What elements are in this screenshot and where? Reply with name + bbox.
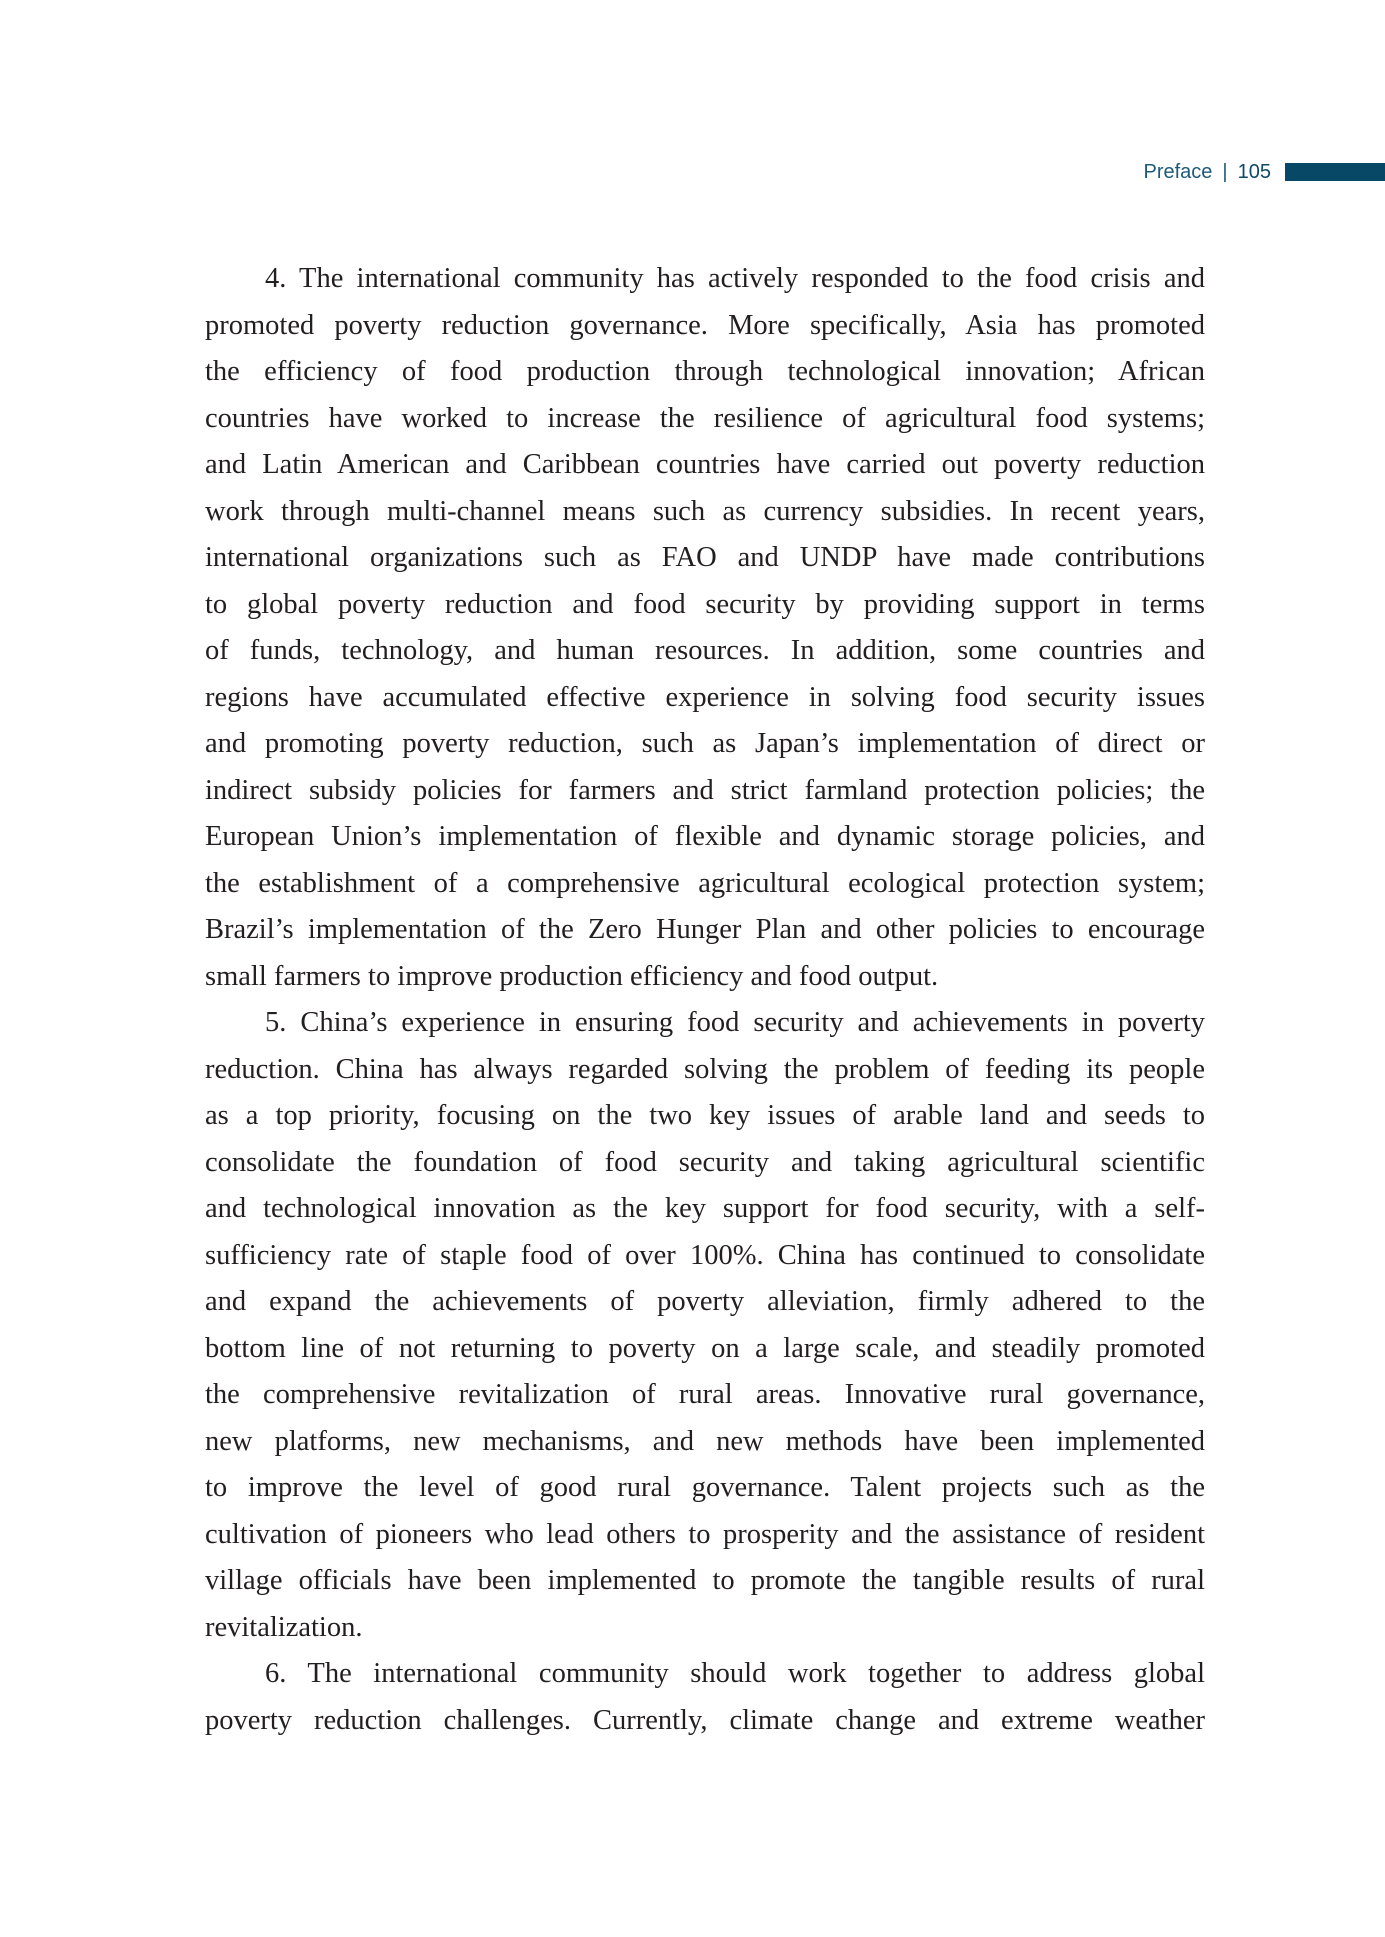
text-line: European Union’s implementation of flexible and dynamic storage policies, and xyxy=(205,821,1205,852)
text-line: and expand the achievements of poverty alleviation, firmly adhered to the xyxy=(205,1286,1205,1317)
text-line: to improve the level of good rural governance. Talent projects such as the xyxy=(205,1472,1205,1503)
text-line: 4. The international community has actively responded to the food crisis and xyxy=(265,263,1205,294)
text-line: work through multi-channel means such as currency subsidies. In recent years, xyxy=(205,495,1205,527)
text-line: the establishment of a comprehensive agricultural ecological protection system; xyxy=(205,867,1205,899)
paragraph-6 xyxy=(205,1651,1205,1744)
section-title: Preface xyxy=(1143,160,1213,183)
text-line: poverty reduction challenges. Currently, climate change and extreme weather xyxy=(205,1704,1205,1736)
text-line: revitalization. xyxy=(205,1611,363,1643)
text-line: new platforms, new mechanisms, and new methods have been implemented xyxy=(205,1425,1205,1457)
header-separator: | xyxy=(1222,160,1228,183)
text-line: indirect subsidy policies for farmers and strict farmland protection policies; the xyxy=(205,774,1205,806)
text-line: the comprehensive revitalization of rural areas. Innovative rural governance, xyxy=(205,1379,1205,1410)
text-line: as a top priority, focusing on the two key issues of arable land and seeds to xyxy=(205,1100,1205,1131)
text-line: countries have worked to increase the resilience of agricultural food systems; xyxy=(205,402,1205,434)
paragraph-4 xyxy=(205,256,1205,1000)
text-line: and Latin American and Caribbean countries have carried out poverty reduction xyxy=(205,449,1205,480)
text-line: Brazil’s implementation of the Zero Hunger Plan and other policies to encourage xyxy=(205,914,1205,945)
text-line: village officials have been implemented to promote the tangible results of rural xyxy=(205,1565,1205,1596)
text-line: international organizations such as FAO and UNDP have made contributions xyxy=(205,542,1205,573)
text-line: of funds, technology, and human resources. In addition, some countries and xyxy=(205,635,1205,666)
text-line: 5. China’s experience in ensuring food security and achievements in poverty xyxy=(265,1007,1205,1038)
text-line: consolidate the foundation of food security and taking agricultural scientific xyxy=(205,1146,1205,1178)
body-text xyxy=(205,256,1205,1744)
page-number: 105 xyxy=(1237,160,1271,183)
paragraph-5 xyxy=(205,1000,1205,1651)
running-header xyxy=(1143,158,1385,186)
text-line: and technological innovation as the key support for food security, with a self- xyxy=(205,1193,1205,1224)
text-line: and promoting poverty reduction, such as Japan’s implementation of direct or xyxy=(205,728,1205,759)
header-accent-bar xyxy=(1285,163,1385,181)
text-line: the efficiency of food production through technological innovation; African xyxy=(205,356,1205,387)
text-line: 6. The international community should work together to address global xyxy=(265,1658,1205,1689)
text-line: regions have accumulated effective experience in solving food security issues xyxy=(205,681,1205,713)
text-line: small farmers to improve production efficiency and food output. xyxy=(205,960,939,992)
text-line: cultivation of pioneers who lead others to prosperity and the assistance of resident xyxy=(205,1518,1205,1550)
text-line: to global poverty reduction and food security by providing support in terms xyxy=(205,588,1205,620)
text-line: promoted poverty reduction governance. More specifically, Asia has promoted xyxy=(205,309,1205,341)
text-line: reduction. China has always regarded solving the problem of feeding its people xyxy=(205,1053,1205,1085)
text-line: bottom line of not returning to poverty on a large scale, and steadily promoted xyxy=(205,1332,1205,1364)
text-line: sufficiency rate of staple food of over 100%. China has continued to consolidate xyxy=(205,1239,1205,1271)
